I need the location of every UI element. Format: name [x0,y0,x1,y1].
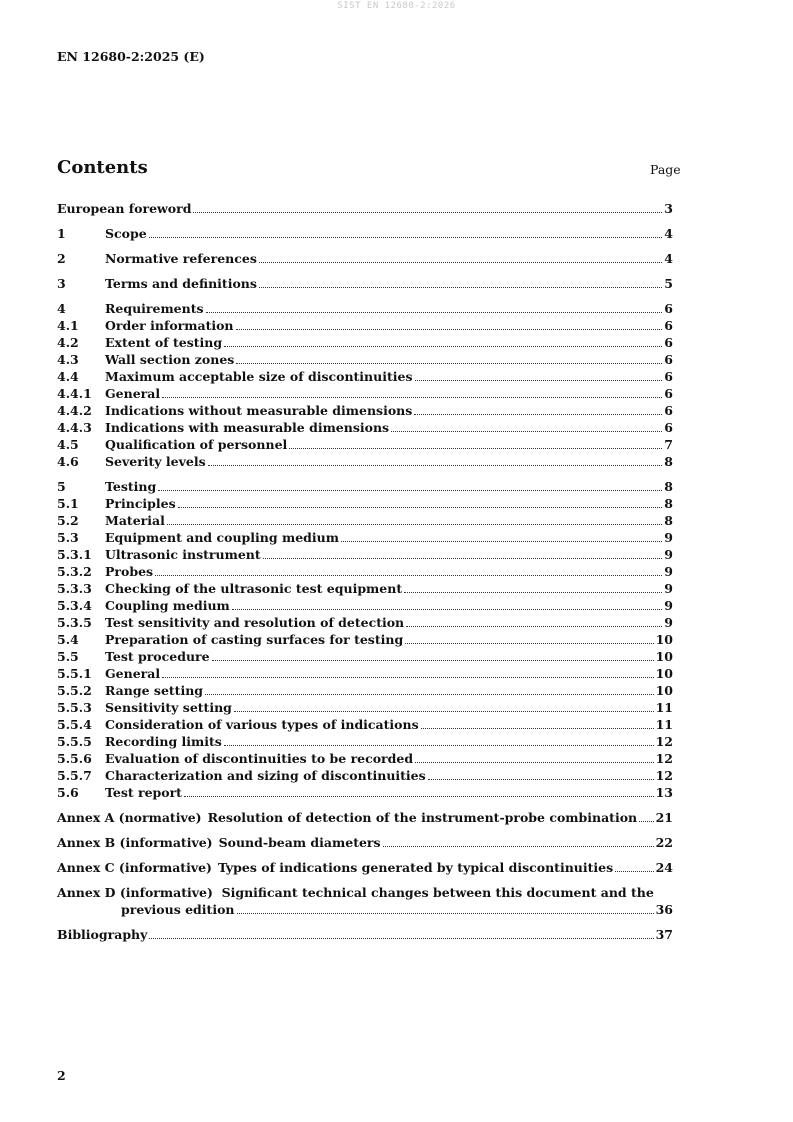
toc-entry-number: 5.5.3 [57,700,92,715]
toc-entry-page: 7 [664,437,673,452]
toc-leader [404,592,662,593]
toc-annex-label: Annex A (normative) [57,810,202,825]
toc-leader [224,745,654,746]
toc-annex-label: Annex D (informative) [57,885,213,900]
toc-entry-page: 4 [664,251,673,266]
toc-entry-bibliography[interactable] [57,926,673,943]
toc-entry-title: General [105,386,161,401]
toc-entry-page: 6 [664,301,673,316]
toc-entry[interactable] [57,478,673,495]
toc-entry-page: 8 [664,479,673,494]
toc-entry[interactable] [57,767,673,784]
toc-entry[interactable] [57,614,673,631]
toc-entry-title: Test report [105,785,182,800]
toc-leader [615,871,653,872]
toc-entry-page: 3 [664,201,673,216]
toc-entry-title: General [105,666,161,681]
toc-entry-title: Checking of the ultrasonic test equipment [105,581,403,596]
toc-leader [149,938,653,939]
toc-entry-number: 4.1 [57,318,79,333]
toc-entry[interactable] [57,453,673,470]
toc-entry-page: 9 [664,615,673,630]
toc-entry-title: Requirements [105,301,204,316]
toc-entry-number: 4.4 [57,369,79,384]
toc-entry-number: 4.3 [57,352,79,367]
toc-entry[interactable] [57,368,673,385]
toc-entry-page: 9 [664,530,673,545]
toc-annex-title: Resolution of detection of the instrument-probe combination [207,810,638,825]
toc-annex-label: Annex B (informative) [57,835,213,850]
toc-leader [415,762,654,763]
toc-entry-page: 10 [655,632,673,647]
toc-entry-page: 24 [655,860,673,875]
toc-entry-title: Qualification of personnel [105,437,288,452]
toc-entry-title: Recording limits [105,734,222,749]
toc-entry-title: Maximum acceptable size of discontinuities [105,369,413,384]
toc-entry-title: Probes [105,564,154,579]
toc-entry-page: 6 [664,352,673,367]
toc-entry-page: 8 [664,496,673,511]
toc-entry-page: 5 [664,276,673,291]
toc-entry-number: 5.4 [57,632,79,647]
toc-leader [421,728,654,729]
toc-entry[interactable] [57,733,673,750]
toc-entry-page: 6 [664,420,673,435]
toc-entry[interactable] [57,225,673,242]
toc-entry-page: 8 [664,454,673,469]
toc-entry-number: 5.2 [57,513,79,528]
toc-entry-title: Order information [105,318,234,333]
toc-entry[interactable] [57,385,673,402]
toc-entry-number: 4.5 [57,437,79,452]
toc-entry-page: 10 [655,666,673,681]
toc-entry-title: Bibliography [57,927,148,942]
toc-leader [236,363,662,364]
toc-leader [237,913,654,914]
toc-entry-title: Consideration of various types of indications [105,717,419,732]
toc-entry-title: Wall section zones [105,352,235,367]
toc-entry-page: 10 [655,649,673,664]
toc-leader [162,397,662,398]
toc-annex-title: Significant technical changes between this document and the [221,885,654,900]
toc-entry-page: 37 [655,927,673,942]
toc-entry[interactable] [57,402,673,419]
toc-entry-page: 11 [655,700,673,715]
toc-entry-title: Principles [105,496,176,511]
toc-leader [341,541,662,542]
toc-entry[interactable] [57,300,673,317]
toc-entry[interactable] [57,495,673,512]
toc-entry-number: 3 [57,276,66,291]
toc-entry-title: Normative references [105,251,257,266]
toc-leader [263,558,663,559]
toc-leader [178,507,663,508]
toc-leader [415,380,663,381]
toc-entry[interactable] [57,631,673,648]
toc-entry-title: Material [105,513,165,528]
toc-entry-number: 5.5.7 [57,768,92,783]
toc-annex-entry[interactable] [57,859,673,876]
toc-entry[interactable] [57,563,673,580]
toc-entry-number: 5.5.5 [57,734,92,749]
toc-entry-page: 9 [664,564,673,579]
toc-leader [155,575,662,576]
toc-entry-title: Evaluation of discontinuities to be recorded [105,751,414,766]
page-number: 2 [57,1068,66,1083]
toc-entry-page: 9 [664,581,673,596]
toc-entry-page: 6 [664,369,673,384]
toc-leader [234,711,654,712]
toc-annex-entry[interactable] [57,834,673,851]
toc-entry-page: 12 [655,768,673,783]
toc-entry[interactable] [57,699,673,716]
toc-entry-title: Characterization and sizing of discontinuities [105,768,426,783]
toc-entry-number: 5.3.1 [57,547,92,562]
toc-entry[interactable] [57,546,673,563]
toc-entry-page: 12 [655,751,673,766]
toc-entry-page: 11 [655,717,673,732]
toc-entry-page: 9 [664,598,673,613]
watermark: SIST EN 12680-2:2026 [337,1,456,11]
toc-annex-entry[interactable] [57,809,673,826]
toc-leader [236,329,663,330]
toc-entry-number: 4.4.3 [57,420,92,435]
toc-leader [232,609,663,610]
toc-entry-title: Sensitivity setting [105,700,232,715]
toc-entry-page: 6 [664,386,673,401]
toc-entry-page: 8 [664,513,673,528]
toc-leader [289,448,662,449]
toc-leader [391,431,662,432]
toc-entry[interactable] [57,648,673,665]
toc-leader [428,779,654,780]
toc-entry-title: Test procedure [105,649,210,664]
toc-entry-number: 5.5.1 [57,666,92,681]
toc-entry[interactable] [57,250,673,267]
toc-entry-title: Scope [105,226,147,241]
toc-entry-number: 4 [57,301,66,316]
toc-entry-number: 5.5.2 [57,683,92,698]
toc-leader [149,237,663,238]
toc-leader [639,821,653,822]
toc-entry-number: 5.5.4 [57,717,92,732]
toc-leader [224,346,662,347]
toc-annex-label: Annex C (informative) [57,860,212,875]
toc-entry[interactable] [57,351,673,368]
toc-entry-page: 6 [664,318,673,333]
toc-entry-number: 5.5.6 [57,751,92,766]
toc-entry[interactable] [57,436,673,453]
toc-entry-title: Extent of testing [105,335,223,350]
toc-entry[interactable] [57,512,673,529]
toc-entry[interactable] [57,275,673,292]
toc-leader [405,643,653,644]
toc-entry-number: 5.3.5 [57,615,92,630]
toc-entry-title: European foreword [57,201,192,216]
toc-leader [259,287,662,288]
toc-leader [414,414,662,415]
page-column-label: Page [650,162,681,177]
toc-entry[interactable] [57,750,673,767]
toc-leader [406,626,662,627]
toc-leader [167,524,662,525]
toc-entry-number: 5.3.2 [57,564,92,579]
toc-entry[interactable] [57,419,673,436]
toc-entry[interactable] [57,597,673,614]
toc-entry[interactable] [57,682,673,699]
toc-leader [212,660,654,661]
toc-entry[interactable] [57,665,673,682]
toc-annex-title-cont: previous edition [121,902,235,917]
toc-entry-title: Equipment and coupling medium [105,530,339,545]
toc-entry-title: Terms and definitions [105,276,257,291]
toc-entry-number: 2 [57,251,66,266]
toc-entry-page: 36 [655,902,673,917]
toc-leader [193,212,662,213]
toc-annex-entry[interactable] [57,884,673,918]
toc-entry-page: 4 [664,226,673,241]
toc-entry-number: 5.6 [57,785,79,800]
toc-entry-page: 22 [655,835,673,850]
toc-annex-title: Types of indications generated by typical discontinuities [217,860,614,875]
toc-entry-number: 5.3.3 [57,581,92,596]
toc-leader [205,694,654,695]
toc-entry-number: 4.2 [57,335,79,350]
toc-entry-page: 6 [664,335,673,350]
toc-entry-page: 9 [664,547,673,562]
toc-entry-page: 6 [664,403,673,418]
toc-entry-title: Testing [105,479,157,494]
toc-entry-number: 1 [57,226,66,241]
toc-leader [259,262,662,263]
toc-leader [208,465,663,466]
toc-entry-page: 12 [655,734,673,749]
toc-entry-title: Test sensitivity and resolution of detection [105,615,405,630]
page-title: Contents [57,157,148,178]
toc-entry-number: 4.4.1 [57,386,92,401]
toc-entry-number: 4.6 [57,454,79,469]
toc-entry-number: 5.1 [57,496,79,511]
toc-entry-number: 5.3 [57,530,79,545]
toc-entry-page: 10 [655,683,673,698]
document-id: EN 12680-2:2025 (E) [57,49,205,64]
toc-entry-title: Ultrasonic instrument [105,547,261,562]
toc-leader [158,490,662,491]
toc-entry-page: 13 [655,785,673,800]
toc-entry[interactable] [57,784,673,801]
toc-entry-title: Severity levels [105,454,206,469]
toc-leader [184,796,654,797]
toc-annex-title: Sound-beam diameters [218,835,381,850]
toc-entry-number: 5 [57,479,66,494]
toc-entry-title: Indications with measurable dimensions [105,420,390,435]
toc-entry[interactable] [57,580,673,597]
toc-leader [206,312,663,313]
toc-leader [162,677,653,678]
toc-entry-title: Coupling medium [105,598,230,613]
toc-entry-title: Indications without measurable dimensions [105,403,413,418]
toc-entry-title: Range setting [105,683,204,698]
toc-entry[interactable] [57,334,673,351]
toc-entry[interactable] [57,529,673,546]
toc-entry-title: Preparation of casting surfaces for testing [105,632,404,647]
toc-entry-page: 21 [655,810,673,825]
toc-entry[interactable] [57,200,673,217]
toc-leader [383,846,654,847]
toc-entry[interactable] [57,716,673,733]
toc-entry-number: 5.5 [57,649,79,664]
toc-entry[interactable] [57,317,673,334]
table-of-contents [57,200,673,943]
toc-entry-number: 4.4.2 [57,403,92,418]
toc-entry-number: 5.3.4 [57,598,92,613]
